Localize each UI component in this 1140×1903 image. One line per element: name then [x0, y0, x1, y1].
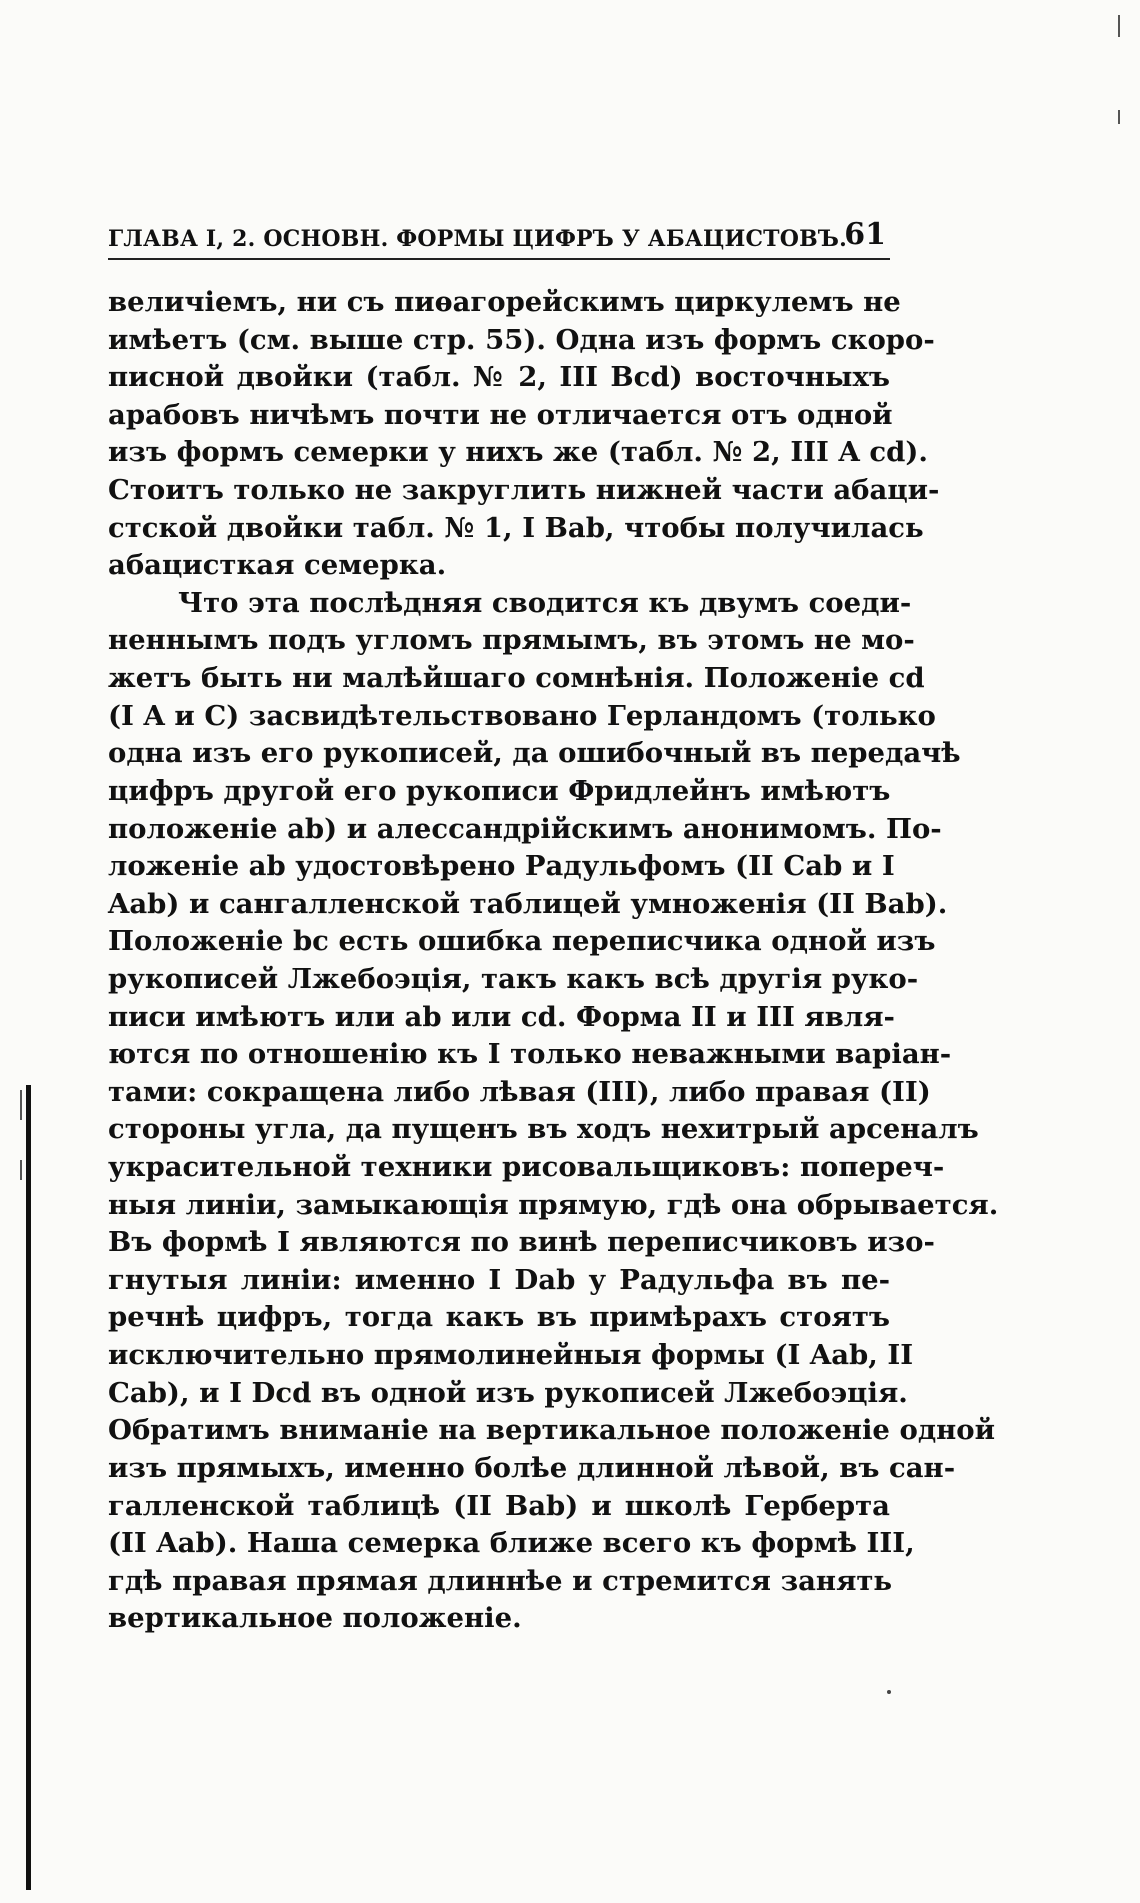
- chapter-title: ГЛАВА I, 2. ОСНОВН. ФОРМЫ ЦИФРЪ У АБАЦИСТОВЪ.: [108, 226, 848, 252]
- body-text: [108, 284, 999, 1638]
- text-line: писной двойки (табл. № 2, III Bcd) восточныхъ: [108, 361, 890, 394]
- text-line: стской двойки табл. № 1, I Bab, чтобы получилась: [108, 511, 924, 544]
- text-line: писи имѣютъ или ab или cd. Форма II и III явля-: [108, 1000, 895, 1033]
- page-number: 61: [844, 217, 886, 252]
- text-line: Стоитъ только не закруглить нижней части абаци-: [108, 474, 940, 507]
- text-line: ются по отношенію къ I только неважными варіан-: [108, 1038, 952, 1071]
- text-line: речнѣ цифръ, тогда какъ въ примѣрахъ стоятъ: [108, 1301, 890, 1334]
- text-line: рукописей Лжебоэція, такъ какъ всѣ другія руко-: [108, 962, 919, 995]
- margin-mark: [1118, 15, 1120, 37]
- text-line: неннымъ подъ угломъ прямымъ, въ этомъ не мо-: [108, 624, 915, 657]
- margin-mark: [1118, 110, 1120, 124]
- text-line: цифръ другой его рукописи Фридлейнъ имѣютъ: [108, 774, 891, 807]
- margin-mark: [20, 1160, 22, 1180]
- text-line: изъ прямыхъ, именно болѣе длинной лѣвой, въ сан-: [108, 1451, 956, 1484]
- text-line: (I A и C) засвидѣтельствовано Герландомъ (только: [108, 699, 936, 732]
- text-line: Aab) и сангалленской таблицей умноженія (II Bab).: [108, 887, 948, 920]
- text-line: Что эта послѣдняя сводится къ двумъ соеди-: [178, 586, 912, 619]
- text-line: вертикальное положеніе.: [108, 1602, 522, 1635]
- text-line: жетъ быть ни малѣйшаго сомнѣнія. Положеніе cd: [108, 662, 925, 695]
- text-line: гдѣ правая прямая длиннѣе и стремится занять: [108, 1564, 893, 1597]
- text-line: одна изъ его рукописей, да ошибочный въ передачѣ: [108, 737, 961, 770]
- text-line: исключительно прямолинейныя формы (I Aab, II: [108, 1339, 914, 1372]
- text-line: арабовъ ничѣмъ почти не отличается отъ одной: [108, 398, 893, 431]
- paragraph-2: [108, 585, 999, 1638]
- page-binding-edge: [26, 1085, 31, 1890]
- text-line: Въ формѣ I являются по винѣ переписчиковъ изо-: [108, 1226, 935, 1259]
- running-head: [108, 208, 890, 260]
- text-line: величіемъ, ни съ пиѳагорейскимъ циркулемъ не: [108, 286, 901, 318]
- text-line: Cab), и I Dcd въ одной изъ рукописей Лжебоэція.: [108, 1376, 908, 1409]
- text-line: Обратимъ вниманіе на вертикальное положеніе одной: [108, 1414, 996, 1447]
- text-line: ложеніе ab удостовѣрено Радульфомъ (II Cab и I: [108, 850, 895, 883]
- ink-speck: [887, 1690, 891, 1694]
- text-line: положеніе ab) и алессандрійскимъ анонимомъ. По-: [108, 812, 942, 845]
- text-line: Положеніе bc есть ошибка переписчика одной изъ: [108, 925, 936, 958]
- paragraph-1: [108, 284, 940, 585]
- text-line: галленской таблицѣ (II Bab) и школѣ Герберта: [108, 1489, 890, 1522]
- text-line: стороны угла, да пущенъ въ ходъ нехитрый арсеналъ: [108, 1113, 979, 1146]
- text-line: ныя линіи, замыкающія прямую, гдѣ она обрывается.: [108, 1188, 999, 1221]
- text-line: (II Aab). Наша семерка ближе всего къ формѣ III,: [108, 1527, 915, 1560]
- text-line: украсительной техники рисовальщиковъ: попереч-: [108, 1151, 945, 1184]
- text-line: тами: сокращена либо лѣвая (III), либо правая (II): [108, 1075, 931, 1108]
- text-line: абацисткая семерка.: [108, 549, 447, 582]
- text-line: гнутыя линіи: именно I Dab у Радульфа въ пе-: [108, 1263, 890, 1296]
- text-line: имѣетъ (см. выше стр. 55). Одна изъ формъ скоро-: [108, 323, 935, 356]
- margin-mark: [20, 1090, 22, 1120]
- text-line: изъ формъ семерки у нихъ же (табл. № 2, III A cd).: [108, 436, 928, 469]
